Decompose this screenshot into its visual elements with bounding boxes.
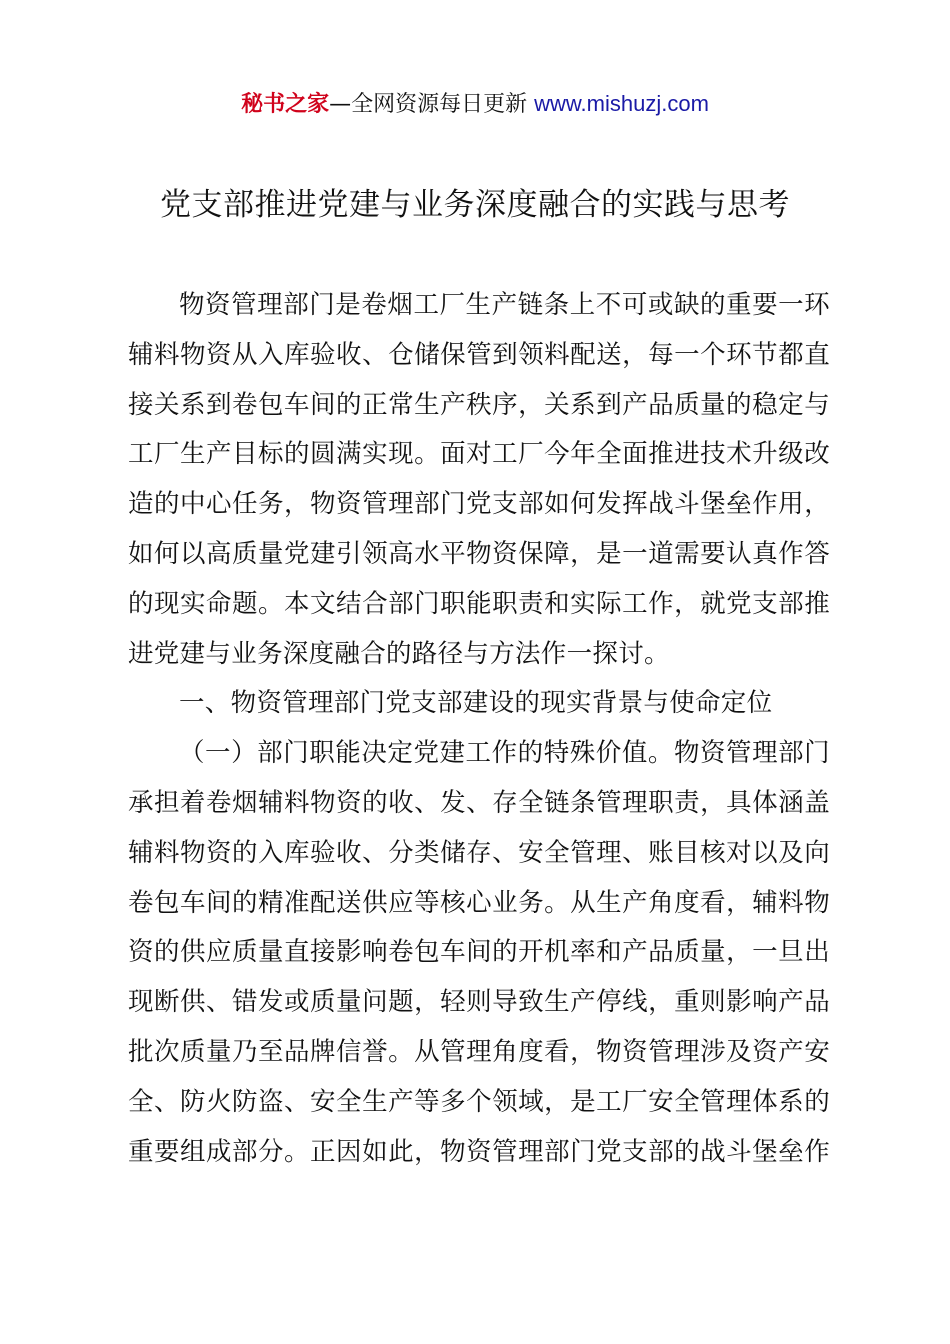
paragraph-2-line-3: 辅料物资的入库验收、分类储存、安全管理、账目核对以及向 [128, 837, 830, 868]
site-header [0, 88, 950, 121]
paragraph-1-line-8: 进党建与业务深度融合的路径与方法作一探讨。 [128, 638, 670, 669]
document-title: 党支部推进党建与业务深度融合的实践与思考 [160, 187, 790, 223]
paragraph-1-line-5: 造的中心任务，物资管理部门党支部如何发挥战斗堡垒作用， [128, 489, 830, 520]
paragraph-2-line-5: 资的供应质量直接影响卷包车间的开机率和产品质量，一旦出 [128, 937, 830, 968]
paragraph-2-line-1: （一）部门职能决定党建工作的特殊价值。物资管理部门 [179, 738, 830, 769]
paragraph-1-line-7: 的现实命题。本文结合部门职能职责和实际工作，就党支部推 [128, 588, 830, 619]
paragraph-1-line-6: 如何以高质量党建引领高水平物资保障，是一道需要认真作答 [128, 538, 830, 569]
paragraph-2-line-7: 批次质量乃至品牌信誉。从管理角度看，物资管理涉及资产安 [128, 1036, 830, 1067]
paragraph-2-line-2: 承担着卷烟辅料物资的收、发、存全链条管理职责，具体涵盖 [128, 787, 830, 818]
section-heading-1: 一、物资管理部门党支部建设的现实背景与使命定位 [179, 688, 773, 719]
paragraph-2-line-4: 卷包车间的精准配送供应等核心业务。从生产角度看，辅料物 [128, 887, 830, 918]
site-url-link[interactable]: www.mishuzj.com [534, 91, 709, 116]
document-body [128, 281, 830, 1177]
paragraph-1-line-3: 接关系到卷包车间的正常生产秩序，关系到产品质量的稳定与 [128, 389, 830, 420]
paragraph-1-line-2: 辅料物资从入库验收、仓储保管到领料配送，每一个环节都直 [128, 339, 830, 370]
site-brand: 秘书之家 [241, 92, 330, 117]
paragraph-1-line-1: 物资管理部门是卷烟工厂生产链条上不可或缺的重要一环 [179, 290, 830, 320]
site-tagline: —全网资源每日更新 [329, 92, 535, 117]
paragraph-2-line-8: 全、防火防盗、安全生产等多个领域，是工厂安全管理体系的 [128, 1086, 830, 1117]
paragraph-1-line-4: 工厂生产目标的圆满实现。面对工厂今年全面推进技术升级改 [128, 439, 830, 470]
paragraph-2-line-9: 重要组成部分。正因如此，物资管理部门党支部的战斗堡垒作 [128, 1136, 830, 1167]
paragraph-2-line-6: 现断供、错发或质量问题，轻则导致生产停线，重则影响产品 [128, 987, 830, 1018]
